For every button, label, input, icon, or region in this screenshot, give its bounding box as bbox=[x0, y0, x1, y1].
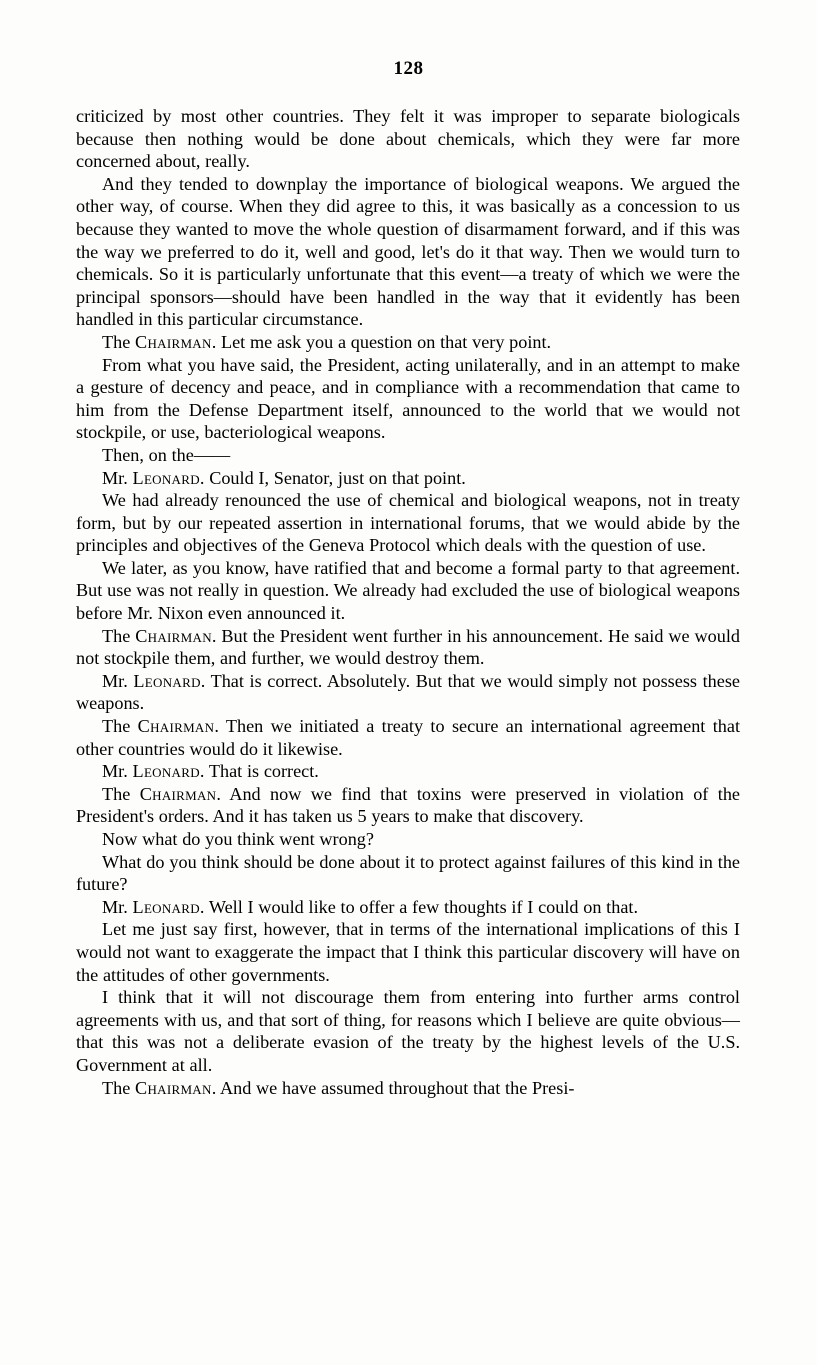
speaker-name: Leonard bbox=[132, 896, 200, 917]
speaker-name: Chairman bbox=[135, 331, 212, 352]
speaker-name: Chairman bbox=[139, 783, 217, 804]
speaker-name: Leonard bbox=[133, 670, 201, 691]
paragraph: I think that it will not discourage them from entering into further arms control agreements with us, and that sort of thing, for reasons which I believe are quite obvious—that this was not a deliberate evasion of the treaty by the highest levels of the U.S. Government at all. bbox=[76, 987, 740, 1075]
speaker-name: Chairman bbox=[135, 625, 212, 646]
paragraph: criticized by most other countries. They felt it was improper to separate biologicals because then nothing would be done about chemicals, which they were far more concerned about, really. bbox=[76, 106, 740, 172]
paragraph: Mr. Leonard. Could I, Senator, just on that point. bbox=[102, 467, 466, 488]
paragraph: The Chairman. And we have assumed throughout that the Presi- bbox=[102, 1077, 575, 1098]
document-body bbox=[76, 105, 740, 1099]
page-number: 128 bbox=[393, 58, 424, 79]
paragraph: We later, as you know, have ratified that and become a formal party to that agreement. But use was not really in question. We already had excluded the use of biological weapons before Mr. Nixon even announced it. bbox=[76, 557, 740, 624]
paragraph: The Chairman. But the President went further in his announcement. He said we would not stockpile them, and further, we would destroy them. bbox=[76, 625, 740, 669]
paragraph: And they tended to downplay the importance of biological weapons. We argued the other way, of course. When they did agree to this, it was basically as a concession to us because they wanted to move the whole question of disarmament forward, and if this was the way we preferred to do it, well and good, let's do it that way. Then we would turn to chemicals. So it is particularly unfortunate that this event—a treaty of which we were the principal sponsors—should have been handled in the way that it evidently has been handled in this particular circumstance. bbox=[76, 173, 740, 330]
paragraph: Let me just say first, however, that in terms of the international implications of this I would not want to exaggerate the impact that I think this particular discovery will have on the attitudes of other governments. bbox=[76, 919, 740, 985]
paragraph: What do you think should be done about it to protect against failures of this kind in the future? bbox=[76, 851, 740, 895]
paragraph: The Chairman. Then we initiated a treaty to secure an international agreement that other countries would do it likewise. bbox=[76, 716, 740, 759]
paragraph: Mr. Leonard. That is correct. Absolutely. But that we would simply not possess these weapons. bbox=[76, 670, 740, 714]
paragraph: The Chairman. And now we find that toxins were preserved in violation of the President's orders. And it has taken us 5 years to make that discovery. bbox=[76, 783, 740, 827]
paragraph: The Chairman. Let me ask you a question on that very point. bbox=[102, 331, 552, 352]
paragraph: Now what do you think went wrong? bbox=[102, 829, 374, 849]
paragraph: We had already renounced the use of chemical and biological weapons, not in treaty form, but by our repeated assertion in international forums, that we would abide by the principles and objectives of the Geneva Protocol which deals with the question of use. bbox=[76, 490, 740, 556]
speaker-name: Leonard bbox=[132, 761, 200, 782]
paragraph: Then, on the—— bbox=[102, 444, 231, 465]
paragraph: Mr. Leonard. Well I would like to offer a few thoughts if I could on that. bbox=[102, 896, 638, 917]
paragraph: Mr. Leonard. That is correct. bbox=[102, 761, 319, 782]
speaker-name: Chairman bbox=[135, 1077, 212, 1098]
paragraph: From what you have said, the President, acting unilaterally, and in an attempt to make a gesture of decency and peace, and in compliance with a recommendation that came to him from the Defense Department itself, announced to the world that we would not stockpile, or use, bacteriological weapons. bbox=[76, 354, 740, 443]
speaker-name: Chairman bbox=[137, 716, 215, 737]
speaker-name: Leonard bbox=[132, 467, 200, 488]
